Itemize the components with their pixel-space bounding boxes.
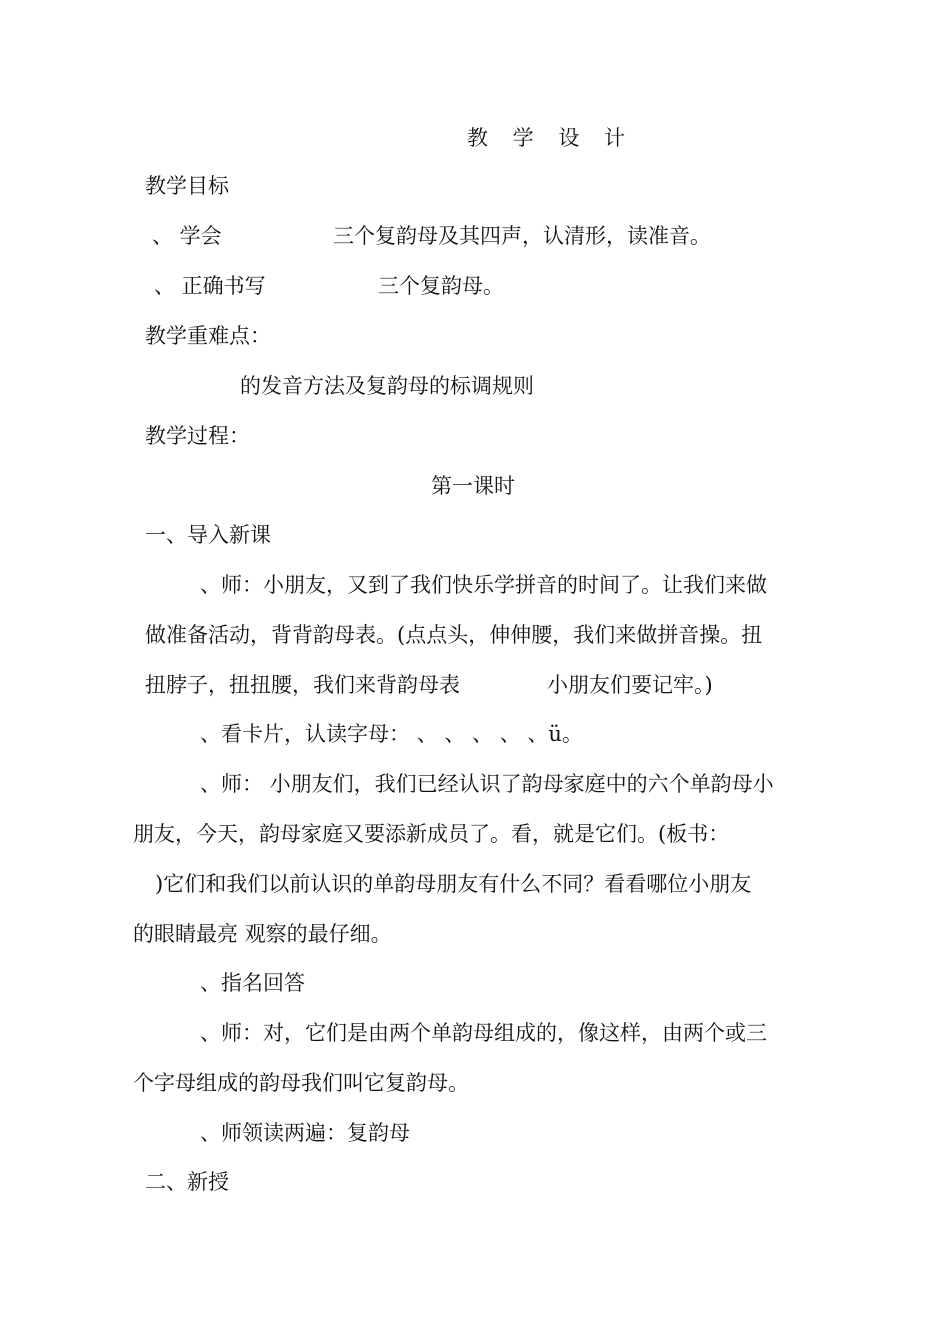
para-3-line-1: 、师： 小朋友们，我们已经认识了韵母家庭中的六个单韵母小 bbox=[200, 772, 774, 796]
key-points-text: 的发音方法及复韵母的标调规则 bbox=[240, 374, 534, 398]
para-6: 、师领读两遍：复韵母 bbox=[200, 1121, 410, 1145]
para-5-line-1: 、师：对，它们是由两个单韵母组成的，像这样，由两个或三 bbox=[200, 1021, 767, 1045]
goal-2-text: 三个复韵母。 bbox=[378, 274, 504, 298]
para-1-line-1: 、师：小朋友，又到了我们快乐学拼音的时间了。让我们来做 bbox=[200, 573, 767, 597]
goal-1-prefix: 、 学会 bbox=[152, 224, 222, 248]
para-1-line-2: 做准备活动，背背韵母表。(点点头，伸伸腰，我们来做拼音操。扭 bbox=[145, 623, 763, 647]
goal-2-prefix: 、 正确书写 bbox=[154, 274, 266, 298]
key-points-heading: 教学重难点： bbox=[145, 324, 271, 348]
para-1-line-3a: 扭脖子，扭扭腰，我们来背韵母表 bbox=[145, 673, 460, 697]
goal-1-text: 三个复韵母及其四声，认清形，读准音。 bbox=[333, 224, 711, 248]
process-heading: 教学过程： bbox=[145, 424, 250, 448]
para-1-line-3b: 小朋友们要记牢。) bbox=[547, 673, 713, 697]
goals-heading: 教学目标 bbox=[145, 174, 229, 198]
para-3-line-2: 朋友，今天，韵母家庭又要添新成员了。看，就是它们。(板书： bbox=[133, 822, 730, 846]
para-3-line-3: )它们和我们以前认识的单韵母朋友有什么不同？看看哪位小朋友 bbox=[155, 872, 752, 896]
para-5-line-2: 个字母组成的韵母我们叫它复韵母。 bbox=[133, 1071, 469, 1095]
page-title: 教 学 设 计 bbox=[467, 126, 635, 150]
section-2-heading: 二、新授 bbox=[145, 1170, 229, 1194]
para-2: 、看卡片，认读字母： 、 、 、 、 、ü。 bbox=[200, 722, 583, 746]
para-4: 、指名回答 bbox=[200, 971, 305, 995]
section-1-heading: 一、导入新课 bbox=[145, 523, 271, 547]
lesson-heading: 第一课时 bbox=[431, 474, 515, 498]
para-3-line-4: 的眼睛最亮 观察的最仔细。 bbox=[133, 922, 392, 946]
